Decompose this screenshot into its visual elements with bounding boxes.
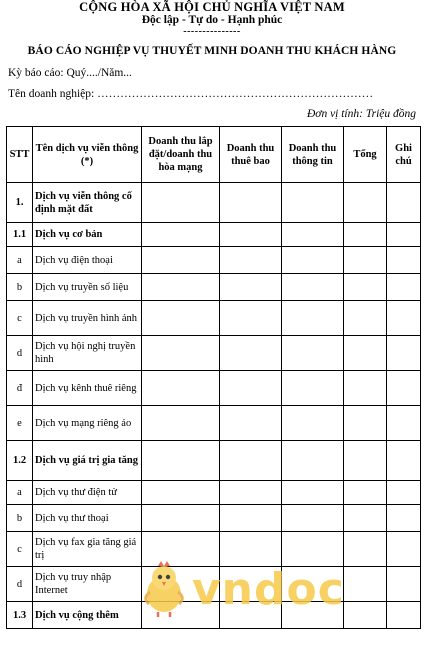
table-row	[7, 274, 421, 301]
row-service-name: Dịch vụ truyền số liệu	[33, 274, 142, 301]
row-service-name: Dịch vụ truy nhập Internet	[33, 567, 142, 602]
row-notes[interactable]	[387, 602, 421, 629]
country-name: CỘNG HÒA XÃ HỘI CHỦ NGHĨA VIỆT NAM	[79, 0, 345, 14]
row-stt: 1.	[7, 183, 33, 223]
row-installation-revenue[interactable]	[142, 532, 220, 567]
row-total[interactable]	[344, 247, 387, 274]
row-installation-revenue[interactable]	[142, 274, 220, 301]
row-service-name: Dịch vụ giá trị gia tăng	[33, 441, 142, 481]
row-information-revenue[interactable]	[282, 247, 344, 274]
row-subscription-revenue[interactable]	[220, 183, 282, 223]
table-row	[7, 567, 421, 602]
report-period-field: Kỳ báo cáo: Quý..../Năm...	[8, 67, 132, 79]
column-header-notes: Ghi chú	[387, 127, 421, 183]
row-stt: a	[7, 247, 33, 274]
row-stt: d	[7, 336, 33, 371]
row-installation-revenue[interactable]	[142, 223, 220, 247]
row-information-revenue[interactable]	[282, 567, 344, 602]
row-subscription-revenue[interactable]	[220, 406, 282, 441]
row-installation-revenue[interactable]	[142, 602, 220, 629]
table-row	[7, 223, 421, 247]
row-stt: e	[7, 406, 33, 441]
row-installation-revenue[interactable]	[142, 301, 220, 336]
row-total[interactable]	[344, 223, 387, 247]
row-service-name: Dịch vụ viễn thông cố định mặt đất	[33, 183, 142, 223]
row-subscription-revenue[interactable]	[220, 567, 282, 602]
row-information-revenue[interactable]	[282, 505, 344, 532]
row-total[interactable]	[344, 481, 387, 505]
row-stt: 1.2	[7, 441, 33, 481]
table-row	[7, 183, 421, 223]
row-stt: a	[7, 481, 33, 505]
row-subscription-revenue[interactable]	[220, 371, 282, 406]
row-total[interactable]	[344, 274, 387, 301]
row-notes[interactable]	[387, 441, 421, 481]
revenue-table	[6, 126, 421, 629]
row-stt: b	[7, 274, 33, 301]
row-information-revenue[interactable]	[282, 602, 344, 629]
row-installation-revenue[interactable]	[142, 336, 220, 371]
row-information-revenue[interactable]	[282, 441, 344, 481]
company-name-field: Tên doanh nghiệp: ………………………………………………………………	[8, 88, 374, 100]
column-header-information-revenue: Doanh thu thông tin	[282, 127, 344, 183]
table-row	[7, 406, 421, 441]
header-separator: ---------------	[183, 26, 241, 37]
row-subscription-revenue[interactable]	[220, 481, 282, 505]
row-service-name: Dịch vụ cơ bản	[33, 223, 142, 247]
row-installation-revenue[interactable]	[142, 441, 220, 481]
column-header-installation-revenue: Doanh thu lắp đặt/doanh thu hòa mạng	[142, 127, 220, 183]
row-service-name: Dịch vụ điện thoại	[33, 247, 142, 274]
report-title: BÁO CÁO NGHIỆP VỤ THUYẾT MINH DOANH THU KHÁCH HÀNG	[27, 45, 397, 57]
table-header-row	[7, 127, 421, 183]
table-row	[7, 532, 421, 567]
row-total[interactable]	[344, 505, 387, 532]
row-service-name: Dịch vụ thư điện tử	[33, 481, 142, 505]
row-subscription-revenue[interactable]	[220, 505, 282, 532]
row-total[interactable]	[344, 567, 387, 602]
row-notes[interactable]	[387, 336, 421, 371]
table-row	[7, 602, 421, 629]
row-stt: d	[7, 567, 33, 602]
row-information-revenue[interactable]	[282, 406, 344, 441]
row-stt: c	[7, 301, 33, 336]
row-stt: 1.1	[7, 223, 33, 247]
row-installation-revenue[interactable]	[142, 505, 220, 532]
row-total[interactable]	[344, 183, 387, 223]
row-notes[interactable]	[387, 274, 421, 301]
watermark-text: vndoc	[192, 564, 345, 615]
row-total[interactable]	[344, 406, 387, 441]
row-subscription-revenue[interactable]	[220, 532, 282, 567]
table-row	[7, 301, 421, 336]
row-information-revenue[interactable]	[282, 481, 344, 505]
row-total[interactable]	[344, 441, 387, 481]
table-row	[7, 336, 421, 371]
row-information-revenue[interactable]	[282, 183, 344, 223]
row-installation-revenue[interactable]	[142, 567, 220, 602]
row-service-name: Dịch vụ thư thoại	[33, 505, 142, 532]
row-notes[interactable]	[387, 505, 421, 532]
row-installation-revenue[interactable]	[142, 183, 220, 223]
row-notes[interactable]	[387, 371, 421, 406]
row-subscription-revenue[interactable]	[220, 602, 282, 629]
column-header-total: Tổng	[344, 127, 387, 183]
row-notes[interactable]	[387, 223, 421, 247]
row-stt: c	[7, 532, 33, 567]
unit-label: Đơn vị tính: Triệu đồng	[307, 108, 416, 120]
national-motto: Độc lập - Tự do - Hạnh phúc	[141, 14, 283, 26]
column-header-service-name: Tên dịch vụ viễn thông (*)	[33, 127, 142, 183]
row-notes[interactable]	[387, 247, 421, 274]
row-total[interactable]	[344, 371, 387, 406]
row-subscription-revenue[interactable]	[220, 223, 282, 247]
table-row	[7, 481, 421, 505]
row-notes[interactable]	[387, 301, 421, 336]
row-total[interactable]	[344, 336, 387, 371]
column-header-subscription-revenue: Doanh thu thuê bao	[220, 127, 282, 183]
row-subscription-revenue[interactable]	[220, 247, 282, 274]
row-information-revenue[interactable]	[282, 274, 344, 301]
row-installation-revenue[interactable]	[142, 247, 220, 274]
column-header-stt: STT	[7, 127, 33, 183]
row-subscription-revenue[interactable]	[220, 274, 282, 301]
row-service-name: Dịch vụ fax gia tăng giá trị	[33, 532, 142, 567]
row-service-name: Dịch vụ cộng thêm	[33, 602, 142, 629]
row-subscription-revenue[interactable]	[220, 301, 282, 336]
row-notes[interactable]	[387, 532, 421, 567]
table-row	[7, 247, 421, 274]
row-stt: đ	[7, 371, 33, 406]
row-installation-revenue[interactable]	[142, 371, 220, 406]
row-service-name: Dịch vụ truyền hình ảnh	[33, 301, 142, 336]
row-notes[interactable]	[387, 481, 421, 505]
row-information-revenue[interactable]	[282, 532, 344, 567]
row-subscription-revenue[interactable]	[220, 441, 282, 481]
table-row	[7, 371, 421, 406]
row-total[interactable]	[344, 532, 387, 567]
row-installation-revenue[interactable]	[142, 406, 220, 441]
table-row	[7, 505, 421, 532]
row-installation-revenue[interactable]	[142, 481, 220, 505]
row-stt: 1.3	[7, 602, 33, 629]
row-stt: b	[7, 505, 33, 532]
row-notes[interactable]	[387, 406, 421, 441]
row-information-revenue[interactable]	[282, 301, 344, 336]
table-row	[7, 441, 421, 481]
row-information-revenue[interactable]	[282, 223, 344, 247]
row-information-revenue[interactable]	[282, 336, 344, 371]
row-service-name: Dịch vụ hội nghị truyền hình	[33, 336, 142, 371]
row-service-name: Dịch vụ kênh thuê riêng	[33, 371, 142, 406]
row-subscription-revenue[interactable]	[220, 336, 282, 371]
row-total[interactable]	[344, 602, 387, 629]
row-notes[interactable]	[387, 567, 421, 602]
row-service-name: Dịch vụ mạng riêng ảo	[33, 406, 142, 441]
row-notes[interactable]	[387, 183, 421, 223]
row-total[interactable]	[344, 301, 387, 336]
row-information-revenue[interactable]	[282, 371, 344, 406]
